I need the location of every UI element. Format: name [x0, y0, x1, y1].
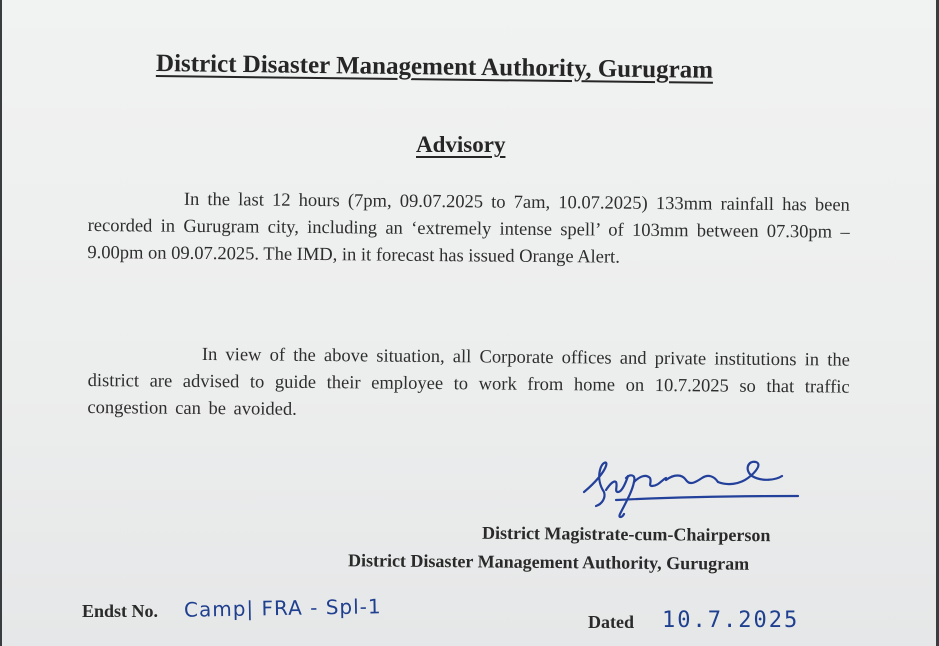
endorsement-number: Camp| FRA - Spl-1 [183, 594, 382, 622]
rainfall-paragraph: In the last 12 hours (7pm, 09.07.2025 to 7am, 10.07.2025) 133mm rainfall has been recorded in Gurugram city, including an ‘extremely intense spell’ of 103mm between 07.30pm – 9.00pm on 09.07.2025. The IMD, in it forecast has issued Orange Alert. [87, 189, 850, 268]
dated-value: 10.7.2025 [662, 608, 800, 633]
work-from-home-paragraph: In view of the above situation, all Corporate offices and private institutions in the district are advised to guide their employee to work from home on 10.7.2025 so that traffic congestion can be avoided. [87, 344, 850, 420]
endorsement-label: Endst No. [82, 601, 159, 621]
advisory-heading: Advisory [416, 132, 506, 157]
handwritten-signature [576, 452, 806, 532]
signatory-office: District Disaster Management Authority, Gurugram [347, 550, 750, 574]
signatory-designation: District Magistrate-cum-Chairperson [481, 522, 771, 546]
authority-title: District Disaster Management Authority, Gurugram [155, 50, 714, 84]
advisory-document [2, 0, 936, 646]
dated-label: Dated [588, 612, 634, 632]
